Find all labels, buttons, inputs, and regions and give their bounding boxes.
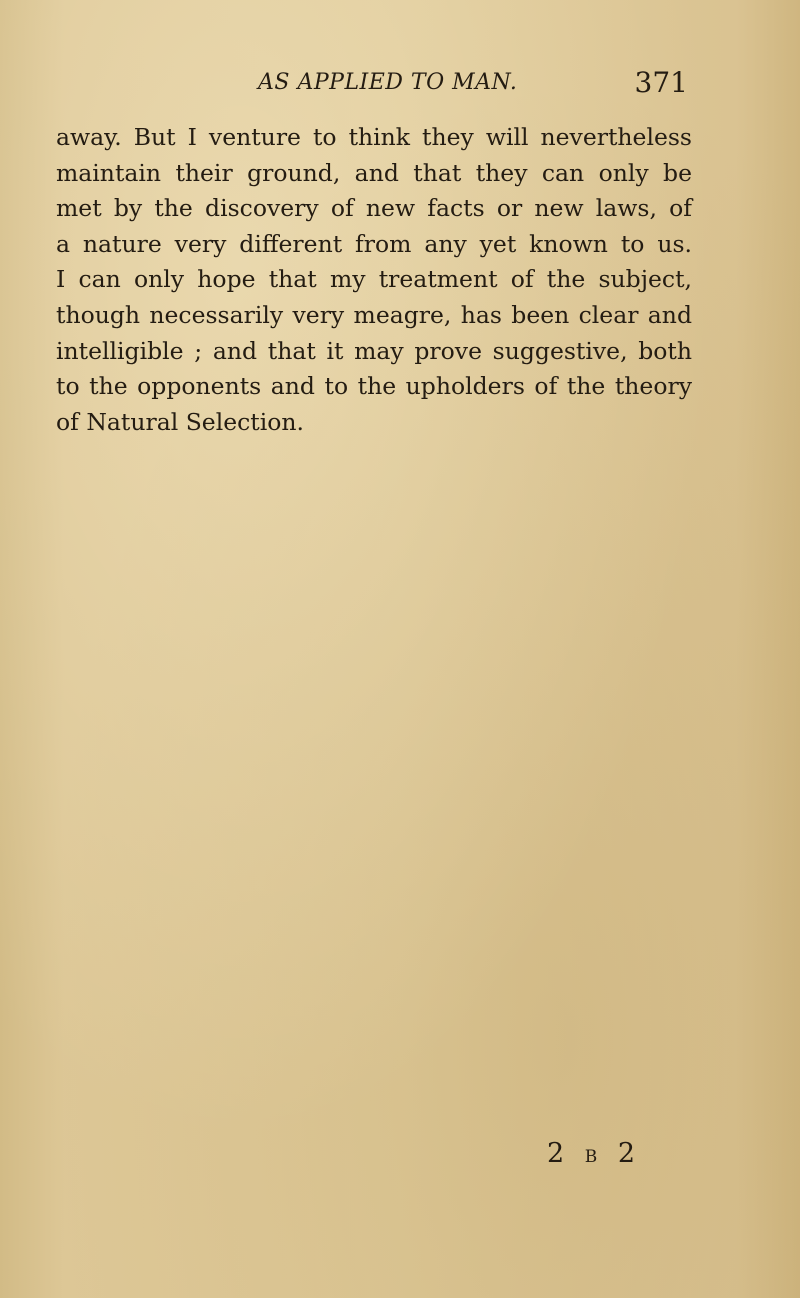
- text-line: though necessarily very meagre, has been clear and: [56, 300, 692, 329]
- signature-sheet: 2: [617, 1138, 642, 1169]
- text-line: away. But I venture to think they will nevertheless: [56, 123, 692, 151]
- text-line: met by the discovery of new facts or new laws, of: [56, 194, 692, 223]
- text-line: to the opponents and to the upholders of the theory: [56, 372, 692, 401]
- signature-mark: [547, 1138, 641, 1169]
- page-number: 371: [634, 66, 688, 99]
- text-line: of Natural Selection.: [56, 407, 305, 436]
- text-line: I can only hope that my treatment of the subject,: [56, 265, 692, 294]
- text-line: intelligible ; and that it may prove suggestive, both: [56, 336, 692, 365]
- running-head: [258, 66, 688, 106]
- text-line: a nature very different from any yet known to us.: [56, 229, 692, 258]
- running-title: AS APPLIED TO MAN.: [258, 70, 518, 95]
- body-paragraph: [56, 120, 692, 440]
- text-line: maintain their ground, and that they can only be: [56, 158, 692, 187]
- signature-number: 2: [547, 1138, 571, 1169]
- signature-letter: B: [584, 1147, 604, 1167]
